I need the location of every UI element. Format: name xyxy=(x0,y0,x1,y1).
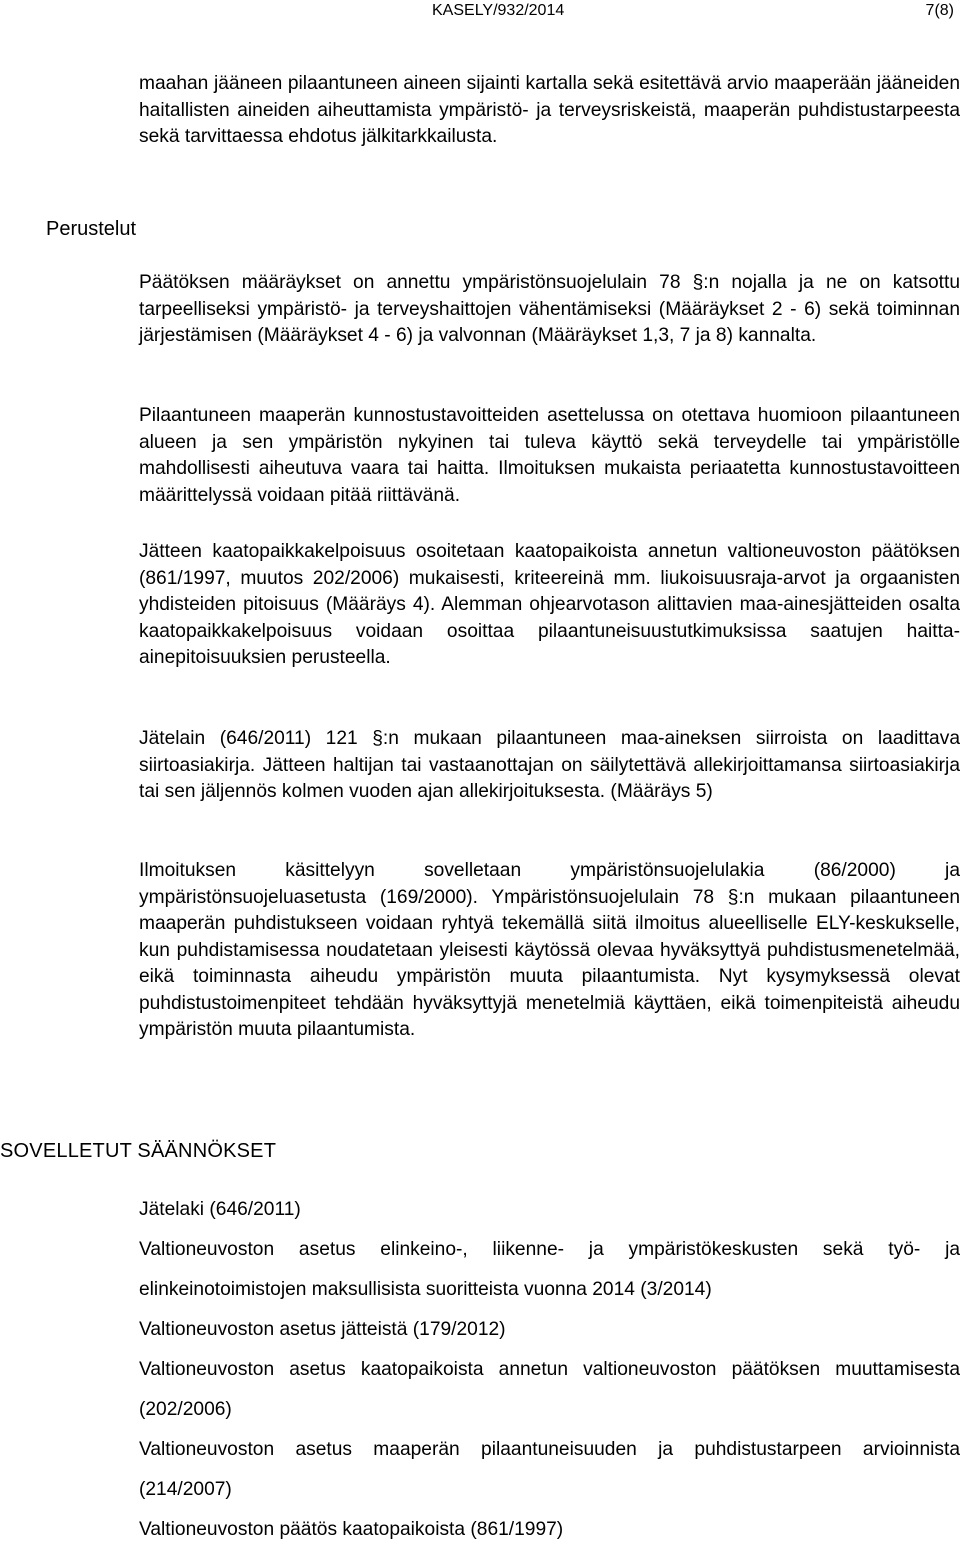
perustelut-paragraph-3: Jätteen kaatopaikkakelpoisuus osoitetaan kaatopaikoista annetun valtioneuvoston päätöksen (861/1997, muutos 202/2006) mukaisesti, kriteereinä mm. liukoisuusraja-arvot ja orgaanisten yhdisteiden pitoisuus (Määräys 4). Alemman ohjearvotason alittavien maa-ainesjätteiden osalta kaatopaikkakelpoisuus voidaan osoittaa pilaantuneisuustutkimuksissa saatujen haitta-ainepitoisuuksien perusteella. xyxy=(139,541,960,668)
regulation-item: Valtioneuvoston asetus elinkeino-, liikenne- ja ympäristökeskusten sekä työ- ja elinkeinotoimistojen maksullisista suoritteista vuonna 2014 (3/2014) xyxy=(139,1239,960,1300)
regulation-item: Valtioneuvoston päätös kaatopaikoista (861/1997) xyxy=(139,1519,564,1540)
perustelut-heading: Perustelut xyxy=(46,218,137,240)
regulation-item: Jätelaki (646/2011) xyxy=(139,1199,301,1220)
document-id: KASELY/932/2014 xyxy=(432,2,565,19)
intro-paragraph: maahan jääneen pilaantuneen aineen sijainti kartalla sekä esitettävä arvio maaperään jääneiden haitallisten aineiden aiheuttamista ympäristö- ja terveysriskeistä, maaperän puhdistustarpeesta sekä tarvittaessa ehdotus jälkitarkkailusta. xyxy=(139,73,960,147)
regulation-item: Valtioneuvoston asetus maaperän pilaantuneisuuden ja puhdistustarpeen arvioinnista (214/2007) xyxy=(139,1439,960,1500)
regulation-item: Valtioneuvoston asetus jätteistä (179/2012) xyxy=(139,1319,506,1340)
page-number: 7(8) xyxy=(925,2,954,19)
sovelletut-saannokset-heading: SOVELLETUT SÄÄNNÖKSET xyxy=(0,1140,277,1162)
perustelut-paragraph-4: Jätelain (646/2011) 121 §:n mukaan pilaantuneen maa-aineksen siirroista on laadittava siirtoasiakirja. Jätteen haltijan tai vastaanottajan on säilytettävä allekirjoittamansa siirtoasiakirja tai sen jäljennös kolmen vuoden ajan allekirjoituksesta. (Määräys 5) xyxy=(139,728,960,802)
page-header xyxy=(0,0,960,24)
perustelut-paragraph-5: Ilmoituksen käsittelyyn sovelletaan ympäristönsuojelulakia (86/2000) ja ympäristönsuojeluasetusta (169/2000). Ympäristönsuojelulain 78 §:n mukaan pilaantuneen maaperän puhdistukseen voidaan ryhtyä tekemällä siitä ilmoitus alueelliselle ELY-keskukselle, kun puhdistamisessa noudatetaan yleisesti käytössä olevaa hyväksyttyä puhdistusmenetelmää, eikä toiminnasta aiheudu ympäristön muuta pilaantumista. Nyt kysymyksessä olevat puhdistustoimenpiteet tehdään hyväksyttyjä menetelmiä käyttäen, eikä toimenpiteistä aiheudu ympäristön muuta pilaantumista. xyxy=(139,860,960,1040)
regulation-item: Valtioneuvoston asetus kaatopaikoista annetun valtioneuvoston päätöksen muuttamisesta (202/2006) xyxy=(139,1359,960,1420)
perustelut-paragraph-1: Päätöksen määräykset on annettu ympäristönsuojelulain 78 §:n nojalla ja ne on katsottu tarpeelliseksi ympäristö- ja terveyshaittojen vähentämiseksi (Määräykset 2 - 6) sekä toiminnan järjestämisen (Määräykset 4 - 6) ja valvonnan (Määräykset 1,3, 7 ja 8) kannalta. xyxy=(139,272,960,346)
perustelut-paragraph-2: Pilaantuneen maaperän kunnostustavoitteiden asettelussa on otettava huomioon pilaantuneen alueen ja sen ympäristön nykyinen tai tuleva käyttö sekä terveydelle tai ympäristölle mahdollisesti aiheutuva vaara tai haitta. Ilmoituksen mukaista periaatetta kunnostustavoitteen määrittelyssä voidaan pitää riittävänä. xyxy=(139,405,960,506)
applied-regulations-list xyxy=(139,1190,960,1550)
